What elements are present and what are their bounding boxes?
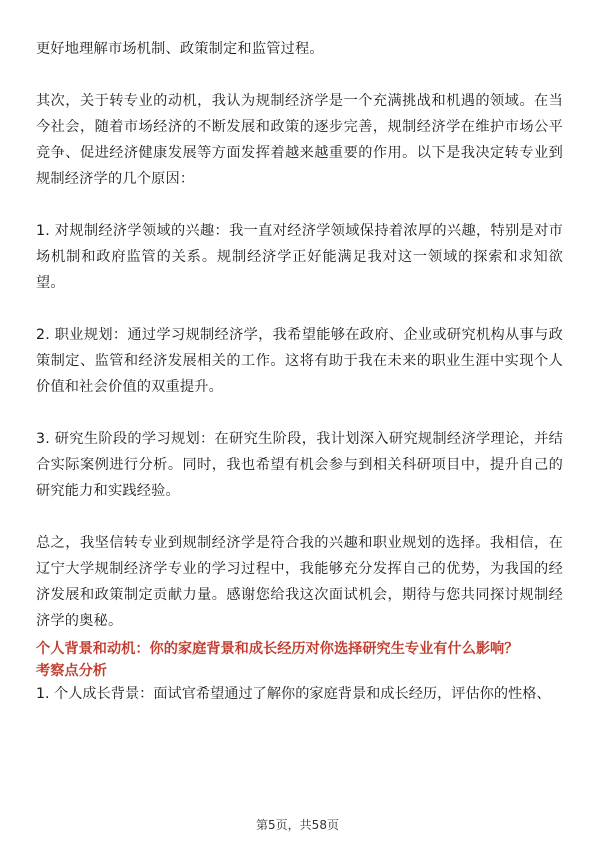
analysis-item-1: 1. 个人成长背景：面试官希望通过了解你的家庭背景和成长经历，评估你的性格、 (36, 686, 551, 702)
list-item-interest: 1. 对规制经济学领域的兴趣：我一直对经济学领域保持着浓厚的兴趣，特别是对市场机制和政府监管的关系。规制经济学正好能满足我对这一领域的探索和求知欲望。 (36, 223, 563, 291)
paragraph-gap (36, 192, 563, 218)
question-heading: 个人背景和动机：你的家庭背景和成长经历对你选择研究生专业有什么影响？ (36, 641, 519, 657)
list-item-study-plan: 3. 研究生阶段的学习规划：在研究生阶段，我计划深入研究规制经济学理论，并结合实际案例进行分析。同时，我也希望有机会参与到相关科研项目中，提升自己的研究能力和实践经验。 (36, 431, 563, 499)
paragraph-motivation: 其次，关于转专业的动机，我认为规制经济学是一个充满挑战和机遇的领域。在当今社会，随着市场经济的不断发展和政策的逐步完善，规制经济学在维护市场公平竞争、促进经济健康发展等方面发挥着越来越重要的作用。以下是我决定转专业到规制经济学的几个原因： (36, 93, 563, 187)
paragraph-intro-end: 更好地理解市场机制、政策制定和监管过程。 (36, 41, 324, 57)
paragraph-gap (36, 400, 563, 426)
list-item-career: 2. 职业规划：通过学习规制经济学，我希望能够在政府、企业或研究机构从事与政策制定、监管和经济发展相关的工作。这将有助于我在未来的职业生涯中实现个人价值和社会价值的双重提升。 (36, 327, 563, 395)
paragraph-gap (36, 296, 563, 322)
paragraph-gap (36, 62, 563, 88)
analysis-heading: 考察点分析 (36, 663, 107, 679)
page-footer: 第5页，共58页 (256, 818, 339, 832)
page-content (36, 36, 563, 706)
paragraph-conclusion: 总之，我坚信转专业到规制经济学是符合我的兴趣和职业规划的选择。我相信，在辽宁大学规制经济学专业的学习过程中，我能够充分发挥自己的优势，为我国的经济发展和政策制定贡献力量。感谢您给我这次面试机会，期待与您共同探讨规制经济学的奥秘。 (36, 535, 563, 629)
paragraph-gap (36, 504, 563, 530)
